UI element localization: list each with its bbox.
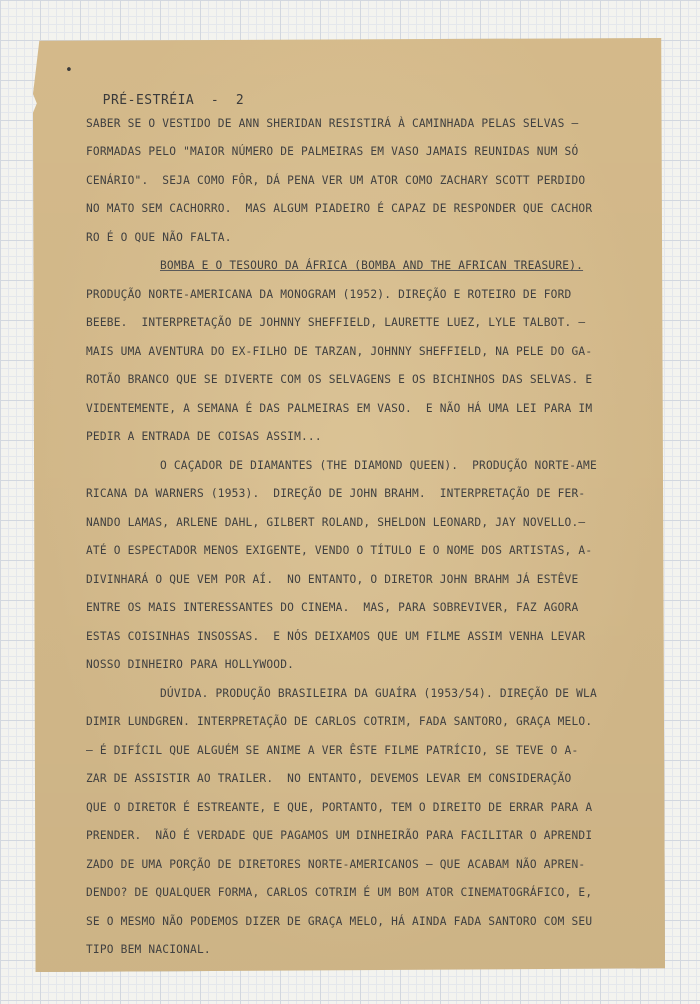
text-line: QUE O DIRETOR É ESTREANTE, E QUE, PORTANTO, TEM O DIREITO DE ERRAR PARA A (86, 801, 593, 814)
text-line: SE O MESMO NÃO PODEMOS DIZER DE GRAÇA MELO, HÁ AINDA FADA SANTORO COM SEU (86, 915, 593, 928)
page-header-text: PRÉ-ESTRÉIA - 2 (102, 93, 245, 108)
page-header (65, 63, 245, 108)
text-line: ESTAS COISINHAS INSOSSAS. E NÓS DEIXAMOS QUE UM FILME ASSIM VENHA LEVAR (86, 630, 586, 643)
text-line: DENDO? DE QUALQUER FORMA, CARLOS COTRIM É UM BOM ATOR CINEMATOGRÁFICO, E, (86, 886, 593, 899)
text-line: PRENDER. NÃO É VERDADE QUE PAGAMOS UM DINHEIRÃO PARA FACILITAR O APRENDI (86, 829, 593, 842)
text-line: O CAÇADOR DE DIAMANTES (THE DIAMOND QUEEN). PRODUÇÃO NORTE-AME (160, 459, 597, 472)
text-line: BOMBA E O TESOURO DA ÁFRICA (BOMBA AND THE AFRICAN TREASURE). (160, 259, 584, 272)
text-line: RO É O QUE NÃO FALTA. (86, 231, 232, 244)
text-line: FORMADAS PELO "MAIOR NÚMERO DE PALMEIRAS EM VASO JAMAIS REUNIDAS NUM SÓ (86, 145, 579, 158)
text-line: PEDIR A ENTRADA DE COISAS ASSIM... (86, 430, 322, 443)
text-line: DIMIR LUNDGREN. INTERPRETAÇÃO DE CARLOS COTRIM, FADA SANTORO, GRAÇA MELO. (86, 715, 593, 728)
text-line: ENTRE OS MAIS INTERESSANTES DO CINEMA. MAS, PARA SOBREVIVER, FAZ AGORA (86, 601, 579, 614)
text-line: CENÁRIO". SEJA COMO FÔR, DÁ PENA VER UM ATOR COMO ZACHARY SCOTT PERDIDO (86, 174, 586, 187)
text-line: BEEBE. INTERPRETAÇÃO DE JOHNNY SHEFFIELD, LAURETTE LUEZ, LYLE TALBOT. — (86, 316, 586, 329)
text-line: RICANA DA WARNERS (1953). DIREÇÃO DE JOHN BRAHM. INTERPRETAÇÃO DE FER- (86, 487, 586, 500)
text-line: NOSSO DINHEIRO PARA HOLLYWOOD. (86, 658, 295, 671)
text-line: — É DIFÍCIL QUE ALGUÉM SE ANIME A VER ÊSTE FILME PATRÍCIO, SE TEVE O A- (86, 744, 579, 757)
header-bullet: • (65, 63, 74, 78)
text-line: ROTÃO BRANCO QUE SE DIVERTE COM OS SELVAGENS E OS BICHINHOS DAS SELVAS. E (86, 373, 593, 386)
text-line: ZADO DE UMA PORÇÃO DE DIRETORES NORTE-AMERICANOS — QUE ACABAM NÃO APREN- (86, 858, 586, 871)
text-line: ATÉ O ESPECTADOR MENOS EXIGENTE, VENDO O TÍTULO E O NOME DOS ARTISTAS, A- (86, 544, 593, 557)
text-line: ZAR DE ASSISTIR AO TRAILER. NO ENTANTO, DEVEMOS LEVAR EM CONSIDERAÇÃO (86, 772, 572, 785)
text-line: DÚVIDA. PRODUÇÃO BRASILEIRA DA GUAÍRA (1953/54). DIREÇÃO DE WLA (160, 687, 597, 700)
text-line: SABER SE O VESTIDO DE ANN SHERIDAN RESISTIRÁ À CAMINHADA PELAS SELVAS — (86, 117, 579, 130)
text-line: NANDO LAMAS, ARLENE DAHL, GILBERT ROLAND, SHELDON LEONARD, JAY NOVELLO.— (86, 516, 586, 529)
text-line: TIPO BEM NACIONAL. (86, 943, 211, 956)
text-line: MAIS UMA AVENTURA DO EX-FILHO DE TARZAN, JOHNNY SHEFFIELD, NA PELE DO GA- (86, 345, 593, 358)
text-line: PRODUÇÃO NORTE-AMERICANA DA MONOGRAM (1952). DIREÇÃO E ROTEIRO DE FORD (86, 288, 572, 301)
text-line: NO MATO SEM CACHORRO. MAS ALGUM PIADEIRO É CAPAZ DE RESPONDER QUE CACHOR (86, 202, 593, 215)
text-line: VIDENTEMENTE, A SEMANA É DAS PALMEIRAS EM VASO. E NÃO HÁ UMA LEI PARA IM (86, 402, 593, 415)
text-line: DIVINHARÁ O QUE VEM POR AÍ. NO ENTANTO, O DIRETOR JOHN BRAHM JÁ ESTÊVE (86, 573, 579, 586)
